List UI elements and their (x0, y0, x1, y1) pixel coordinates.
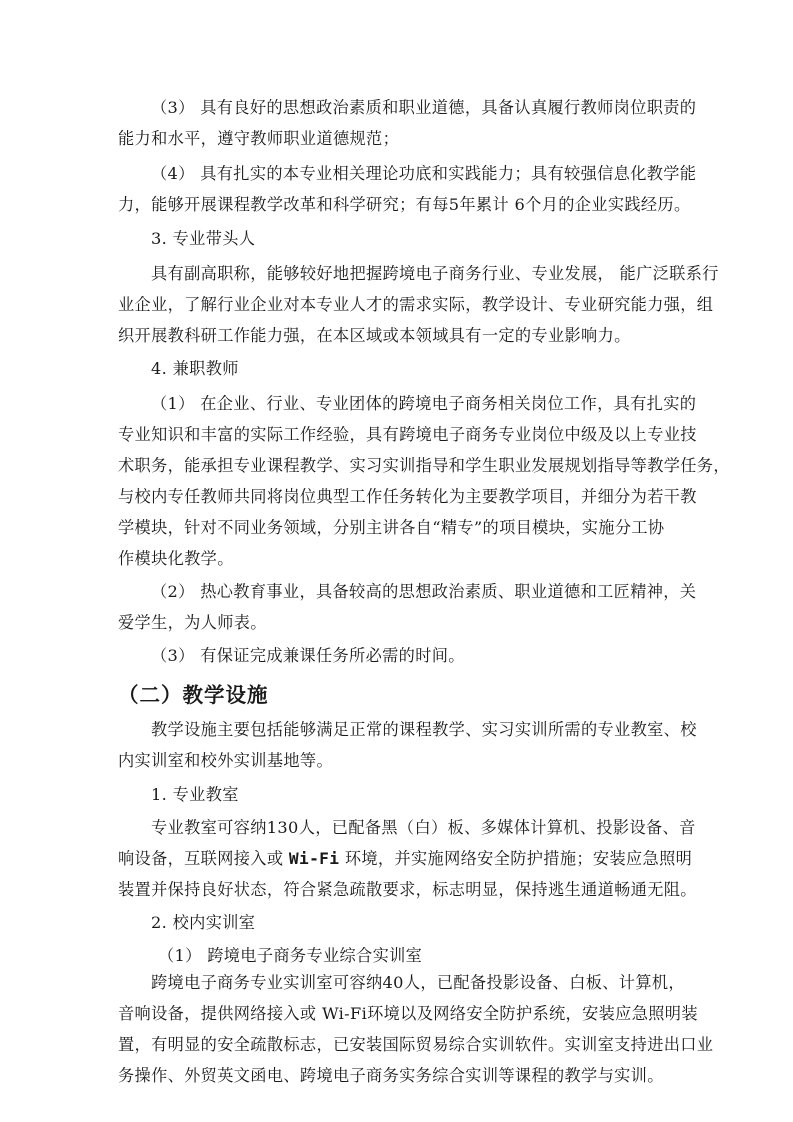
paragraph-line: 织开展教科研工作能力强，在本区域或本领域具有一定的专业影响力。 (118, 326, 631, 345)
paragraph-line: （3） 有保证完成兼课任务所必需的时间。 (151, 646, 465, 665)
paragraph-line: 跨境电子商务专业实训室可容纳40人，已配备投影设备、白板、计算机， (151, 973, 685, 992)
paragraph-line: 专业知识和丰富的实际工作经验，具有跨境电子商务专业岗位中级及以上专业技 (118, 425, 697, 444)
paragraph-line: （3） 具有良好的思想政治素质和职业道德，具备认真履行教师岗位职责的 (151, 98, 697, 117)
paragraph-line: （2） 热心教育事业，具备较高的思想政治素质、职业道德和工匠精神，关 (151, 582, 697, 601)
paragraph-line: 爱学生，为人师表。 (118, 613, 267, 632)
paragraph-line: 术职务，能承担专业课程教学、实习实训指导和学生职业发展规划指导等教学任务， (118, 456, 730, 475)
section-subtitle: 4. 兼职教师 (151, 359, 239, 378)
paragraph-line: 能力和水平，遵守教师职业道德规范； (118, 129, 400, 148)
paragraph-line: 置，有明显的安全疏散标志，已安装国际贸易综合实训软件。实训室支持进出口业 (118, 1035, 714, 1054)
section-subtitle: （1） 跨境电子商务专业综合实训室 (158, 946, 423, 965)
paragraph-line: 务操作、外贸英文函电、跨境电子商务实务综合实训等课程的教学与实训。 (118, 1066, 664, 1085)
section-subtitle: 2. 校内实训室 (151, 913, 256, 932)
paragraph-line: （4） 具有扎实的本专业相关理论功底和实践能力；具有较强信息化教学能 (151, 164, 697, 183)
paragraph-line: 学模块，针对不同业务领域，分别主讲各自“精专”的项目模块，实施分工协 (118, 518, 665, 537)
section-subtitle: 1. 专业教室 (151, 785, 239, 804)
wifi-term: Wi-Fi (288, 849, 340, 868)
paragraph-line: 装置并保持良好状态，符合紧急疏散要求，标志明显，保持逃生通道畅通无阻。 (118, 880, 697, 899)
paragraph-line: 作模块化教学。 (118, 549, 234, 568)
paragraph-line: 专业教室可容纳130人，已配备黑（白）板、多媒体计算机、投影设备、音 (151, 818, 696, 837)
paragraph-line: 与校内专任教师共同将岗位典型工作任务转化为主要教学项目，并细分为若干教 (118, 487, 697, 506)
section-subtitle: 3. 专业带头人 (151, 229, 256, 248)
text-run: 响设备，互联网接入或 (118, 849, 289, 868)
paragraph-line (118, 849, 692, 869)
paragraph-line: 教学设施主要包括能够满足正常的课程教学、实习实训所需的专业教室、校 (151, 720, 697, 739)
text-run: 环境，并实施网络安全防护措施；安装应急照明 (339, 849, 693, 868)
paragraph-line: （1） 在企业、行业、专业团体的跨境电子商务相关岗位工作，具有扎实的 (151, 394, 697, 413)
paragraph-line: 业企业，了解行业企业对本专业人才的需求实际，教学设计、专业研究能力强，组 (118, 295, 714, 314)
paragraph-line: 音响设备，提供网络接入或 Wi-Fi环境以及网络安全防护系统，安装应急照明装 (118, 1004, 698, 1023)
paragraph-line: 力，能够开展课程教学改革和科学研究；有每5年累计 6个月的企业实践经历。 (118, 195, 691, 214)
paragraph-line: 具有副高职称，能够较好地把握跨境电子商务行业、专业发展， 能广泛联系行 (151, 264, 719, 283)
section-heading: （二）教学设施 (118, 683, 269, 707)
paragraph-line: 内实训室和校外实训基地等。 (118, 751, 333, 770)
